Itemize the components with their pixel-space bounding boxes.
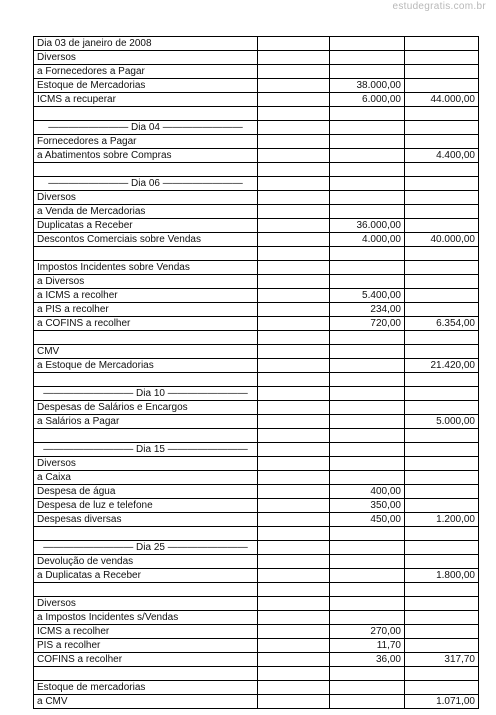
credit-cell <box>404 443 478 457</box>
journal-row <box>34 163 479 177</box>
entry-description <box>34 667 258 681</box>
empty-cell <box>258 51 330 65</box>
journal-row <box>34 191 479 205</box>
entry-description: Despesas diversas <box>34 513 258 527</box>
journal-row <box>34 499 479 513</box>
credit-cell <box>404 485 478 499</box>
credit-cell <box>404 331 478 345</box>
empty-cell <box>258 177 330 191</box>
credit-cell <box>404 107 478 121</box>
credit-cell <box>404 639 478 653</box>
entry-description: PIS a recolher <box>34 639 258 653</box>
journal-row <box>34 415 479 429</box>
debit-cell <box>329 121 404 135</box>
entry-description: a Venda de Mercadorias <box>34 205 258 219</box>
debit-cell <box>329 471 404 485</box>
debit-cell <box>329 191 404 205</box>
debit-cell <box>329 359 404 373</box>
credit-cell <box>404 79 478 93</box>
entry-description: Devolução de vendas <box>34 555 258 569</box>
entry-description: Estoque de Mercadorias <box>34 79 258 93</box>
debit-cell: 38.000,00 <box>329 79 404 93</box>
entry-description: Diversos <box>34 51 258 65</box>
debit-cell: 36.000,00 <box>329 219 404 233</box>
entry-description <box>34 247 258 261</box>
entry-description: Diversos <box>34 597 258 611</box>
journal-row <box>34 653 479 667</box>
empty-cell <box>258 443 330 457</box>
entry-description: CMV <box>34 345 258 359</box>
credit-cell: 5.000,00 <box>404 415 478 429</box>
debit-cell <box>329 387 404 401</box>
journal-row <box>34 471 479 485</box>
debit-cell <box>329 583 404 597</box>
date-separator: ————————— Dia 10 ———————— <box>34 387 258 401</box>
watermark-text: estudegratis.com.br <box>392 1 486 12</box>
entry-description: a Caixa <box>34 471 258 485</box>
debit-cell: 11,70 <box>329 639 404 653</box>
journal-row <box>34 667 479 681</box>
empty-cell <box>258 275 330 289</box>
journal-table <box>33 36 479 709</box>
credit-cell: 44.000,00 <box>404 93 478 107</box>
empty-cell <box>258 289 330 303</box>
empty-cell <box>258 219 330 233</box>
debit-cell <box>329 177 404 191</box>
journal-row <box>34 387 479 401</box>
credit-cell <box>404 457 478 471</box>
debit-cell <box>329 681 404 695</box>
empty-cell <box>258 303 330 317</box>
journal-row <box>34 569 479 583</box>
journal-row <box>34 261 479 275</box>
empty-cell <box>258 359 330 373</box>
debit-cell: 720,00 <box>329 317 404 331</box>
entry-description: Duplicatas a Receber <box>34 219 258 233</box>
empty-cell <box>258 387 330 401</box>
entry-description: ICMS a recuperar <box>34 93 258 107</box>
journal-row <box>34 611 479 625</box>
entry-description <box>34 373 258 387</box>
debit-cell: 36,00 <box>329 653 404 667</box>
journal-row <box>34 107 479 121</box>
credit-cell: 1.071,00 <box>404 695 478 709</box>
empty-cell <box>258 191 330 205</box>
credit-cell <box>404 303 478 317</box>
entry-description: a Fornecedores a Pagar <box>34 65 258 79</box>
empty-cell <box>258 415 330 429</box>
journal-row <box>34 527 479 541</box>
debit-cell <box>329 457 404 471</box>
debit-cell: 270,00 <box>329 625 404 639</box>
credit-cell <box>404 289 478 303</box>
empty-cell <box>258 345 330 359</box>
empty-cell <box>258 513 330 527</box>
empty-cell <box>258 331 330 345</box>
entry-description: a COFINS a recolher <box>34 317 258 331</box>
credit-cell <box>404 583 478 597</box>
journal-row <box>34 121 479 135</box>
journal-row <box>34 639 479 653</box>
entry-description: a Duplicatas a Receber <box>34 569 258 583</box>
journal-body <box>34 37 479 709</box>
entry-description <box>34 583 258 597</box>
credit-cell: 1.200,00 <box>404 513 478 527</box>
debit-cell <box>329 429 404 443</box>
credit-cell <box>404 51 478 65</box>
debit-cell <box>329 345 404 359</box>
journal-row <box>34 359 479 373</box>
credit-cell <box>404 261 478 275</box>
journal-row <box>34 233 479 247</box>
debit-cell <box>329 695 404 709</box>
empty-cell <box>258 373 330 387</box>
journal-row <box>34 401 479 415</box>
journal-row <box>34 331 479 345</box>
journal-row <box>34 597 479 611</box>
credit-cell <box>404 247 478 261</box>
debit-cell: 234,00 <box>329 303 404 317</box>
empty-cell <box>258 107 330 121</box>
debit-cell <box>329 261 404 275</box>
journal-row <box>34 513 479 527</box>
debit-cell <box>329 247 404 261</box>
empty-cell <box>258 527 330 541</box>
credit-cell <box>404 471 478 485</box>
debit-cell <box>329 401 404 415</box>
entry-description: Dia 03 de janeiro de 2008 <box>34 37 258 51</box>
empty-cell <box>258 471 330 485</box>
empty-cell <box>258 667 330 681</box>
credit-cell <box>404 345 478 359</box>
debit-cell <box>329 51 404 65</box>
credit-cell <box>404 37 478 51</box>
credit-cell <box>404 667 478 681</box>
date-separator: ———————— Dia 04 ———————— <box>34 121 258 135</box>
credit-cell <box>404 191 478 205</box>
credit-cell <box>404 527 478 541</box>
debit-cell: 5.400,00 <box>329 289 404 303</box>
empty-cell <box>258 401 330 415</box>
credit-cell: 317,70 <box>404 653 478 667</box>
empty-cell <box>258 121 330 135</box>
entry-description: Diversos <box>34 457 258 471</box>
credit-cell: 21.420,00 <box>404 359 478 373</box>
journal-row <box>34 429 479 443</box>
journal-row <box>34 373 479 387</box>
entry-description: Descontos Comerciais sobre Vendas <box>34 233 258 247</box>
journal-row <box>34 625 479 639</box>
entry-description: a Diversos <box>34 275 258 289</box>
journal-row <box>34 289 479 303</box>
journal-row <box>34 135 479 149</box>
journal-row <box>34 541 479 555</box>
entry-description <box>34 331 258 345</box>
debit-cell <box>329 275 404 289</box>
debit-cell <box>329 331 404 345</box>
credit-cell <box>404 177 478 191</box>
credit-cell <box>404 499 478 513</box>
entry-description: a PIS a recolher <box>34 303 258 317</box>
journal-row <box>34 317 479 331</box>
entry-description: Estoque de mercadorias <box>34 681 258 695</box>
empty-cell <box>258 37 330 51</box>
debit-cell <box>329 135 404 149</box>
empty-cell <box>258 499 330 513</box>
credit-cell <box>404 219 478 233</box>
journal-row <box>34 485 479 499</box>
credit-cell <box>404 681 478 695</box>
empty-cell <box>258 429 330 443</box>
date-separator: ————————— Dia 25 ———————— <box>34 541 258 555</box>
credit-cell <box>404 373 478 387</box>
debit-cell <box>329 205 404 219</box>
empty-cell <box>258 611 330 625</box>
empty-cell <box>258 583 330 597</box>
credit-cell <box>404 625 478 639</box>
debit-cell <box>329 541 404 555</box>
credit-cell: 1.800,00 <box>404 569 478 583</box>
empty-cell <box>258 625 330 639</box>
credit-cell <box>404 597 478 611</box>
date-separator: ————————— Dia 15 ———————— <box>34 443 258 457</box>
credit-cell <box>404 121 478 135</box>
debit-cell <box>329 65 404 79</box>
empty-cell <box>258 695 330 709</box>
journal-row <box>34 79 479 93</box>
debit-cell <box>329 611 404 625</box>
debit-cell <box>329 443 404 457</box>
journal-row <box>34 443 479 457</box>
entry-description: a Salários a Pagar <box>34 415 258 429</box>
journal-row <box>34 219 479 233</box>
credit-cell <box>404 429 478 443</box>
debit-cell <box>329 555 404 569</box>
journal-row <box>34 345 479 359</box>
journal-row <box>34 205 479 219</box>
debit-cell: 350,00 <box>329 499 404 513</box>
credit-cell <box>404 205 478 219</box>
debit-cell <box>329 527 404 541</box>
entry-description <box>34 107 258 121</box>
entry-description: Despesa de luz e telefone <box>34 499 258 513</box>
empty-cell <box>258 541 330 555</box>
journal-row <box>34 65 479 79</box>
credit-cell <box>404 401 478 415</box>
empty-cell <box>258 135 330 149</box>
entry-description: Impostos Incidentes sobre Vendas <box>34 261 258 275</box>
journal-row <box>34 457 479 471</box>
credit-cell <box>404 555 478 569</box>
journal-row <box>34 37 479 51</box>
debit-cell <box>329 667 404 681</box>
debit-cell <box>329 569 404 583</box>
empty-cell <box>258 261 330 275</box>
entry-description <box>34 429 258 443</box>
credit-cell <box>404 387 478 401</box>
credit-cell: 6.354,00 <box>404 317 478 331</box>
empty-cell <box>258 639 330 653</box>
debit-cell <box>329 37 404 51</box>
journal-row <box>34 93 479 107</box>
credit-cell: 40.000,00 <box>404 233 478 247</box>
credit-cell <box>404 275 478 289</box>
credit-cell <box>404 65 478 79</box>
empty-cell <box>258 233 330 247</box>
journal-row <box>34 303 479 317</box>
journal-row <box>34 275 479 289</box>
journal-row <box>34 247 479 261</box>
entry-description: a ICMS a recolher <box>34 289 258 303</box>
empty-cell <box>258 457 330 471</box>
debit-cell: 450,00 <box>329 513 404 527</box>
empty-cell <box>258 653 330 667</box>
journal-row <box>34 555 479 569</box>
journal-row <box>34 149 479 163</box>
entry-description: Despesas de Salários e Encargos <box>34 401 258 415</box>
entry-description: ICMS a recolher <box>34 625 258 639</box>
entry-description: Fornecedores a Pagar <box>34 135 258 149</box>
debit-cell: 6.000,00 <box>329 93 404 107</box>
empty-cell <box>258 597 330 611</box>
journal-row <box>34 681 479 695</box>
empty-cell <box>258 485 330 499</box>
empty-cell <box>258 569 330 583</box>
empty-cell <box>258 247 330 261</box>
entry-description: a Impostos Incidentes s/Vendas <box>34 611 258 625</box>
credit-cell <box>404 611 478 625</box>
credit-cell <box>404 163 478 177</box>
empty-cell <box>258 205 330 219</box>
debit-cell: 4.000,00 <box>329 233 404 247</box>
entry-description <box>34 163 258 177</box>
journal-row <box>34 583 479 597</box>
entry-description: COFINS a recolher <box>34 653 258 667</box>
empty-cell <box>258 555 330 569</box>
empty-cell <box>258 65 330 79</box>
empty-cell <box>258 681 330 695</box>
debit-cell <box>329 597 404 611</box>
credit-cell <box>404 135 478 149</box>
debit-cell <box>329 107 404 121</box>
journal-row <box>34 177 479 191</box>
credit-cell <box>404 541 478 555</box>
empty-cell <box>258 149 330 163</box>
empty-cell <box>258 93 330 107</box>
entry-description: Despesa de água <box>34 485 258 499</box>
debit-cell <box>329 163 404 177</box>
debit-cell: 400,00 <box>329 485 404 499</box>
debit-cell <box>329 149 404 163</box>
entry-description <box>34 527 258 541</box>
entry-description: a CMV <box>34 695 258 709</box>
empty-cell <box>258 79 330 93</box>
date-separator: ———————— Dia 06 ———————— <box>34 177 258 191</box>
entry-description: a Abatimentos sobre Compras <box>34 149 258 163</box>
debit-cell <box>329 373 404 387</box>
entry-description: Diversos <box>34 191 258 205</box>
entry-description: a Estoque de Mercadorias <box>34 359 258 373</box>
empty-cell <box>258 317 330 331</box>
credit-cell: 4.400,00 <box>404 149 478 163</box>
journal-row <box>34 695 479 709</box>
empty-cell <box>258 163 330 177</box>
debit-cell <box>329 415 404 429</box>
journal-row <box>34 51 479 65</box>
